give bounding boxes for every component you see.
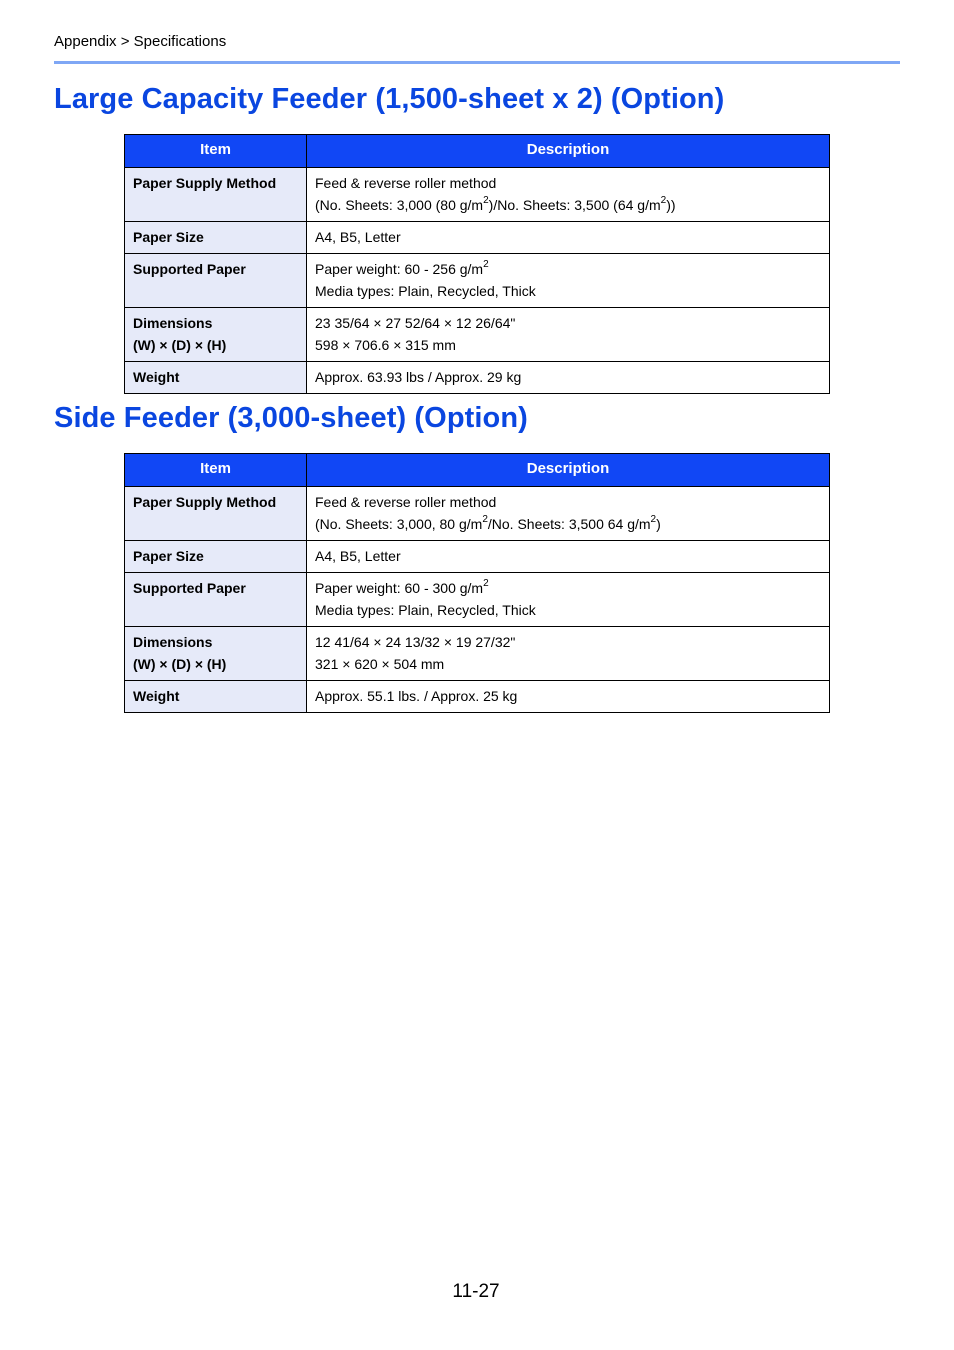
description-cell [307, 222, 830, 254]
description-line [315, 366, 821, 388]
superscript: 2 [483, 578, 489, 590]
page-number-text: 11-27 [452, 1281, 500, 1302]
description-line [315, 312, 821, 334]
item-cell [125, 541, 307, 573]
column-header-description: Description [307, 454, 830, 487]
item-label: Supported Paper [133, 580, 246, 596]
description-text: 12 41/64 × 24 13/32 × 19 27/32" [315, 634, 516, 650]
superscript: 2 [482, 514, 488, 526]
description-cell [307, 308, 830, 362]
description-cell [307, 541, 830, 573]
item-cell [125, 627, 307, 681]
superscript: 2 [483, 195, 489, 207]
description-text: Paper weight: 60 - 300 g/m [315, 580, 484, 596]
description-text: Media types: Plain, Recycled, Thick [315, 602, 536, 618]
description-line [315, 172, 821, 194]
table-header-row [125, 135, 830, 168]
item-cell [125, 362, 307, 394]
table-row [125, 573, 830, 627]
breadcrumb: Appendix > Specifications [54, 33, 227, 50]
item-cell [125, 487, 307, 541]
table-row [125, 254, 830, 308]
superscript: 2 [650, 514, 657, 526]
item-label: Paper Supply Method [133, 175, 277, 191]
section-title-side-feeder: Side Feeder (3,000-sheet) (Option) [54, 402, 528, 434]
description-text: Approx. 63.93 lbs / Approx. 29 kg [315, 369, 522, 385]
description-line [315, 491, 821, 513]
item-cell [125, 573, 307, 627]
table-row [125, 222, 830, 254]
description-cell [307, 362, 830, 394]
description-text: Media types: Plain, Recycled, Thick [315, 283, 536, 299]
item-label: Paper Size [133, 229, 204, 245]
description-line [315, 577, 821, 599]
description-text: Feed & reverse roller method [315, 175, 497, 191]
description-line [315, 280, 821, 302]
table-row [125, 681, 830, 713]
item-cell [125, 308, 307, 362]
description-text: )) [666, 197, 676, 213]
item-label: Dimensions [133, 634, 213, 650]
description-text: Feed & reverse roller method [315, 494, 497, 510]
description-text: Approx. 55.1 lbs. / Approx. 25 kg [315, 688, 518, 704]
item-cell [125, 168, 307, 222]
description-cell [307, 254, 830, 308]
description-text: A4, B5, Letter [315, 229, 401, 245]
spec-table-side-feeder [124, 453, 830, 713]
description-text: 598 × 706.6 × 315 mm [315, 337, 456, 353]
item-label: Dimensions [133, 315, 213, 331]
table-row [125, 627, 830, 681]
description-cell [307, 573, 830, 627]
item-label: Weight [133, 688, 180, 704]
description-text: Paper weight: 60 - 256 g/m [315, 261, 484, 277]
description-line [315, 545, 821, 567]
description-text: /No. Sheets: 3,500 64 g/m [487, 516, 651, 532]
description-line [315, 258, 821, 280]
table-row [125, 541, 830, 573]
description-line [315, 653, 821, 675]
item-label: (W) × (D) × (H) [133, 656, 227, 672]
item-label: Paper Supply Method [133, 494, 277, 510]
description-line [315, 599, 821, 621]
item-label: Weight [133, 369, 180, 385]
page-number [0, 1281, 954, 1303]
item-cell [125, 681, 307, 713]
header-divider [54, 61, 900, 64]
description-text: (No. Sheets: 3,000 (80 g/m [315, 197, 484, 213]
description-text: 23 35/64 × 27 52/64 × 12 26/64" [315, 315, 516, 331]
table-header-row [125, 454, 830, 487]
description-cell [307, 168, 830, 222]
table-row [125, 487, 830, 541]
item-label: (W) × (D) × (H) [133, 337, 227, 353]
column-header-item: Item [125, 454, 307, 487]
column-header-description: Description [307, 135, 830, 168]
item-label: Supported Paper [133, 261, 246, 277]
description-text: (No. Sheets: 3,000, 80 g/m [315, 516, 483, 532]
description-text: 321 × 620 × 504 mm [315, 656, 445, 672]
item-cell [125, 222, 307, 254]
description-text: )/No. Sheets: 3,500 (64 g/m [488, 197, 661, 213]
description-line [315, 685, 821, 707]
table-row [125, 168, 830, 222]
superscript: 2 [660, 195, 667, 207]
description-text: A4, B5, Letter [315, 548, 401, 564]
superscript: 2 [483, 259, 489, 271]
table-row [125, 362, 830, 394]
description-cell [307, 487, 830, 541]
description-line [315, 226, 821, 248]
item-cell [125, 254, 307, 308]
description-line [315, 513, 821, 535]
item-label: Paper Size [133, 548, 204, 564]
section-title-large-capacity-feeder: Large Capacity Feeder (1,500-sheet x 2) (Option) [54, 83, 725, 115]
description-line [315, 334, 821, 356]
description-line [315, 194, 821, 216]
description-cell [307, 627, 830, 681]
description-line [315, 631, 821, 653]
column-header-item: Item [125, 135, 307, 168]
spec-table-large-capacity-feeder [124, 134, 830, 394]
description-cell [307, 681, 830, 713]
table-row [125, 308, 830, 362]
description-text: ) [656, 516, 661, 532]
